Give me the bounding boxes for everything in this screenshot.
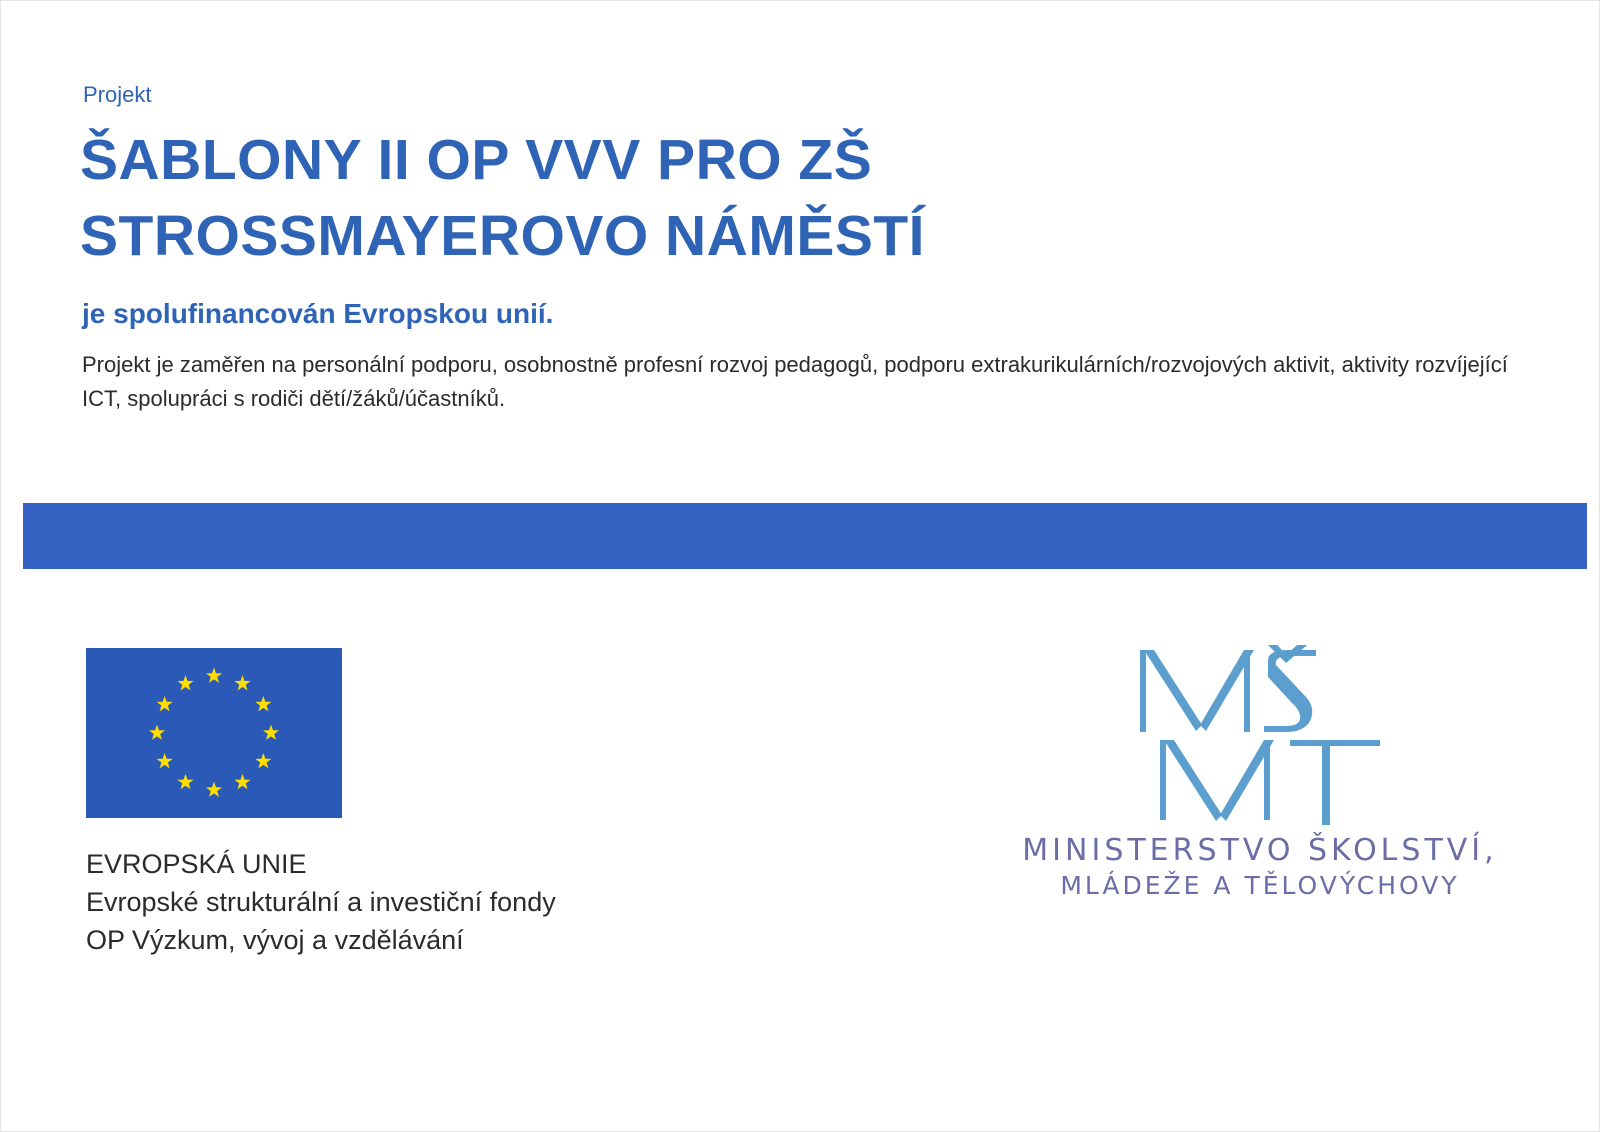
eu-line-funds: Evropské strukturální a investiční fondy — [86, 887, 556, 917]
blue-divider-band — [23, 503, 1587, 569]
msmt-monogram-icon — [1140, 645, 1410, 825]
eu-flag-graphic — [86, 648, 342, 818]
cofinancing-subtitle: je spolufinancován Evropskou unií. — [82, 298, 554, 329]
eu-line-program: OP Výzkum, vývoj a vzdělávání — [86, 925, 464, 955]
eu-line-union: EVROPSKÁ UNIE — [86, 849, 307, 879]
project-description: Projekt je zaměřen na personální podporu, osobnostně profesní rozvoj pedagogů, podporu extrakurikulárních/rozvojových aktivit, aktivity rozvíjející ICT, spolupráci s rodiči dětí/žáků/účastníků. — [82, 352, 1508, 411]
project-eyebrow: Projekt — [83, 82, 152, 107]
msmt-line-youth-sport: MLÁDEŽE A TĚLOVÝCHOVY — [1060, 871, 1460, 900]
project-title-line1: ŠABLONY II OP VVV PRO ZŠ — [80, 128, 873, 192]
project-title — [80, 122, 1180, 274]
msmt-text-block — [960, 832, 1560, 902]
eu-flag-icon — [86, 648, 342, 818]
msmt-monogram-graphic — [1140, 645, 1410, 825]
eu-text-block — [86, 845, 556, 959]
msmt-line-ministry: MINISTERSTVO ŠKOLSTVÍ, — [1022, 833, 1498, 868]
project-title-line2: STROSSMAYEROVO NÁMĚSTÍ — [80, 204, 926, 268]
